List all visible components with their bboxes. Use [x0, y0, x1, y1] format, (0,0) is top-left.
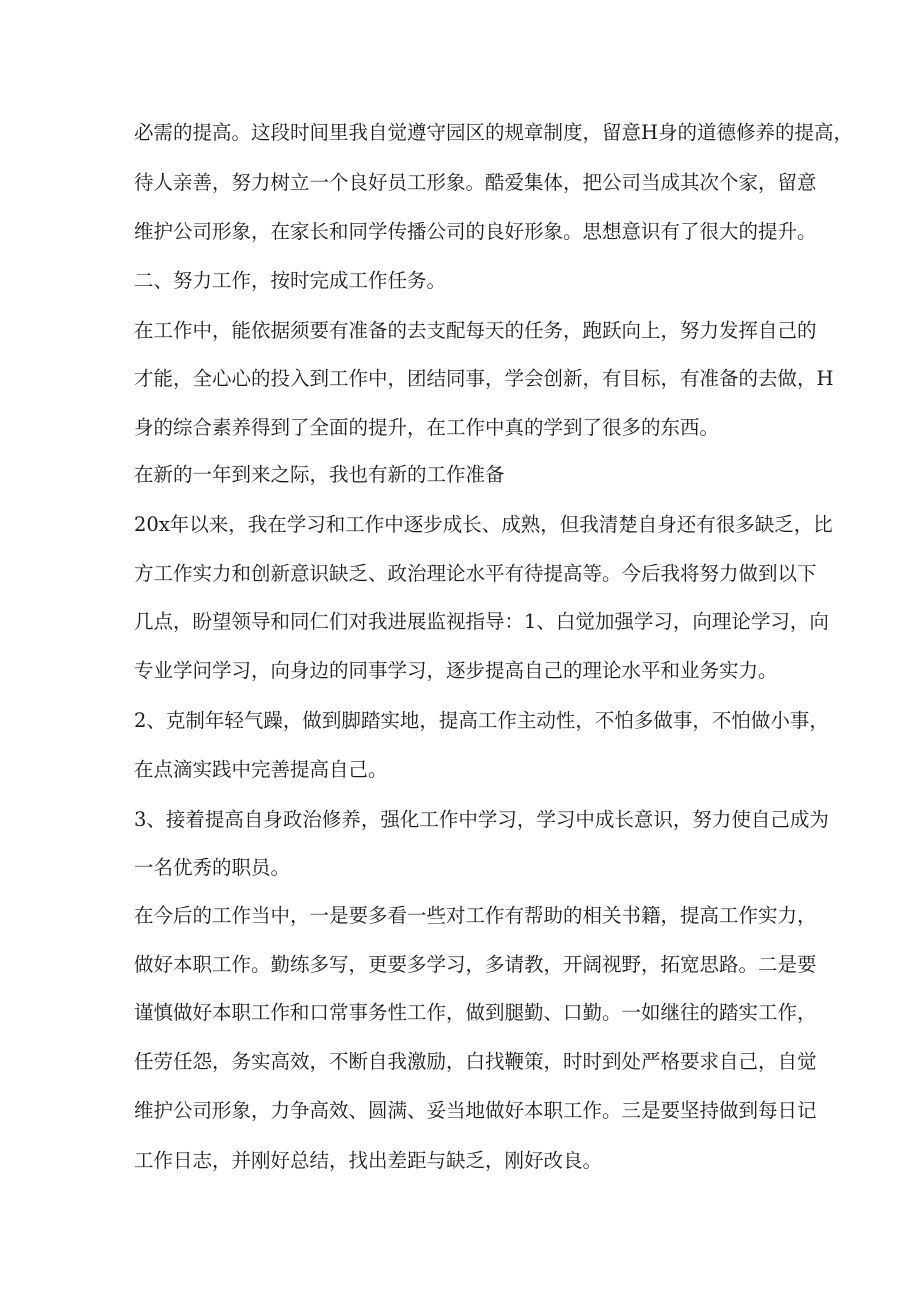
- paragraph-final-line-6: 工作日志，并刚好总结，找出差距与缺乏，刚好改良。: [134, 1149, 603, 1172]
- paragraph-3-line-1: 在工作中，能依据须要有准备的去支配每天的任务，跑跃向上，努力发挥自己的: [134, 319, 817, 342]
- list-item-3-line-1: 3、接着提高自身政治修养，强化工作中学习，学习中成长意识，努力使自己成为: [134, 808, 829, 831]
- paragraph-1-line-2: 待人亲善，努力树立一个良好员工形象。酷爱集体，把公司当成其次个家，留意: [134, 171, 817, 194]
- section-heading-2: 二、努力工作，按时完成工作任务。: [134, 269, 447, 292]
- paragraph-1-line-3: 维护公司形象，在家长和同学传播公司的良好形象。思想意识有了很大的提升。: [134, 220, 817, 243]
- section-heading-new-year: 在新的一年到来之际，我也有新的工作准备: [134, 463, 505, 486]
- paragraph-5-line-2: 方工作实力和创新意识缺乏、政治理论水平有待提高等。今后我将努力做到以下: [134, 562, 817, 585]
- paragraph-5-line-3: 几点，盼望领导和同仁们对我进展监视指导：1、白觉加强学习，向理论学习，向: [134, 610, 829, 633]
- paragraph-final-line-1: 在今后的工作当中，一是要多看一些对工作有帮助的相关书籍，提高工作实力，: [134, 904, 817, 927]
- paragraph-3-line-3: 身的综合素养得到了全面的提升，在工作中真的学到了很多的东西。: [134, 416, 720, 439]
- paragraph-1-line-1: 必需的提高。这段时间里我自觉遵守园区的规章制度，留意H身的道德修养的提高，: [134, 121, 854, 144]
- paragraph-final-line-2: 做好本职工作。勤练多写，更要多学习，多请教，开阔视野，拓宽思路。二是要: [134, 953, 817, 976]
- list-item-3-line-2: 一名优秀的职员。: [134, 856, 291, 879]
- paragraph-5-line-4: 专业学问学习，向身边的同事学习，逐步提高自己的理论水平和业务实力。: [134, 659, 778, 682]
- paragraph-3-line-2: 才能，全心心的投入到工作中，团结同事，学会创新，有目标，有准备的去做，H: [134, 367, 834, 390]
- paragraph-final-line-5: 维护公司形象，力争高效、圆满、妥当地做好本职工作。三是要坚持做到每日记: [134, 1099, 817, 1122]
- paragraph-5-line-1: 20x年以来，我在学习和工作中逐步成长、成熟，但我清楚自身还有很多缺乏，比: [134, 513, 833, 536]
- paragraph-final-line-4: 任劳任怨，务实高效，不断自我激励，白找鞭策，时时到处严格要求自己，自觉: [134, 1050, 817, 1073]
- list-item-2-line-2: 在点滴实践中完善提高自己。: [134, 758, 388, 781]
- paragraph-final-line-3: 谨慎做好本职工作和口常事务性工作，做到腿勤、口勤。一如继往的踏实工作，: [134, 1001, 817, 1024]
- list-item-2-line-1: 2、克制年轻气躁，做到脚踏实地，提高工作主动性，不怕多做事，不怕做小事，: [134, 709, 829, 732]
